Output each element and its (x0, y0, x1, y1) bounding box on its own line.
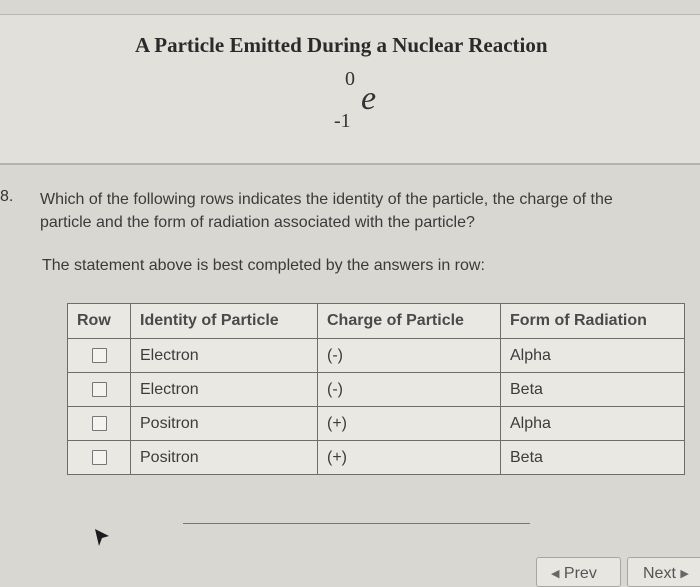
triangle-left-icon: ◀ (551, 568, 560, 580)
question-number: 8. (0, 188, 14, 205)
column-header-charge: Charge of Particle (318, 304, 501, 339)
cell-radiation: Beta (501, 373, 685, 407)
table-row[interactable] (68, 441, 685, 475)
cell-charge: (-) (318, 373, 501, 407)
stimulus-title: A Particle Emitted During a Nuclear Reaction (135, 33, 548, 57)
row-checkbox-cell[interactable] (68, 373, 131, 407)
cell-identity: Positron (131, 441, 318, 475)
prev-button-label: Prev (563, 565, 597, 582)
column-header-identity: Identity of Particle (131, 304, 318, 339)
row-checkbox[interactable] (92, 416, 107, 431)
cell-identity: Electron (131, 339, 318, 373)
row-checkbox-cell[interactable] (68, 441, 131, 475)
table-row[interactable] (68, 373, 685, 407)
row-checkbox[interactable] (92, 450, 107, 465)
question-text-line-1: Which of the following rows indicates the identity of the particle, the charge of the (40, 191, 613, 208)
column-header-row: Row (68, 304, 131, 339)
row-checkbox[interactable] (92, 348, 107, 363)
cell-charge: (-) (318, 339, 501, 373)
cell-charge: (+) (318, 441, 501, 475)
cell-identity: Positron (131, 407, 318, 441)
column-header-radiation: Form of Radiation (501, 304, 685, 339)
next-button[interactable] (627, 557, 700, 587)
cell-charge: (+) (318, 407, 501, 441)
cell-radiation: Beta (501, 441, 685, 475)
nuclide-mass-number: 0 (345, 68, 355, 90)
question-text (40, 188, 700, 234)
question-statement: The statement above is best completed by the answers in row: (42, 257, 485, 274)
section-divider (0, 163, 700, 165)
table-row[interactable] (68, 339, 685, 373)
row-checkbox[interactable] (92, 382, 107, 397)
mouse-pointer-icon (93, 527, 111, 549)
cell-radiation: Alpha (501, 339, 685, 373)
table-header-row (68, 304, 685, 339)
prev-button[interactable] (536, 557, 621, 587)
row-checkbox-cell[interactable] (68, 339, 131, 373)
question-text-line-2: particle and the form of radiation associated with the particle? (40, 214, 475, 231)
answer-line (183, 523, 530, 524)
row-checkbox-cell[interactable] (68, 407, 131, 441)
triangle-right-icon: ▶ (680, 568, 689, 580)
cell-identity: Electron (131, 373, 318, 407)
answer-table (67, 303, 685, 475)
nuclide-atomic-number: -1 (334, 110, 351, 132)
table-row[interactable] (68, 407, 685, 441)
next-button-label: Next (643, 565, 676, 582)
nuclide-symbol: e (361, 80, 377, 117)
cell-radiation: Alpha (501, 407, 685, 441)
